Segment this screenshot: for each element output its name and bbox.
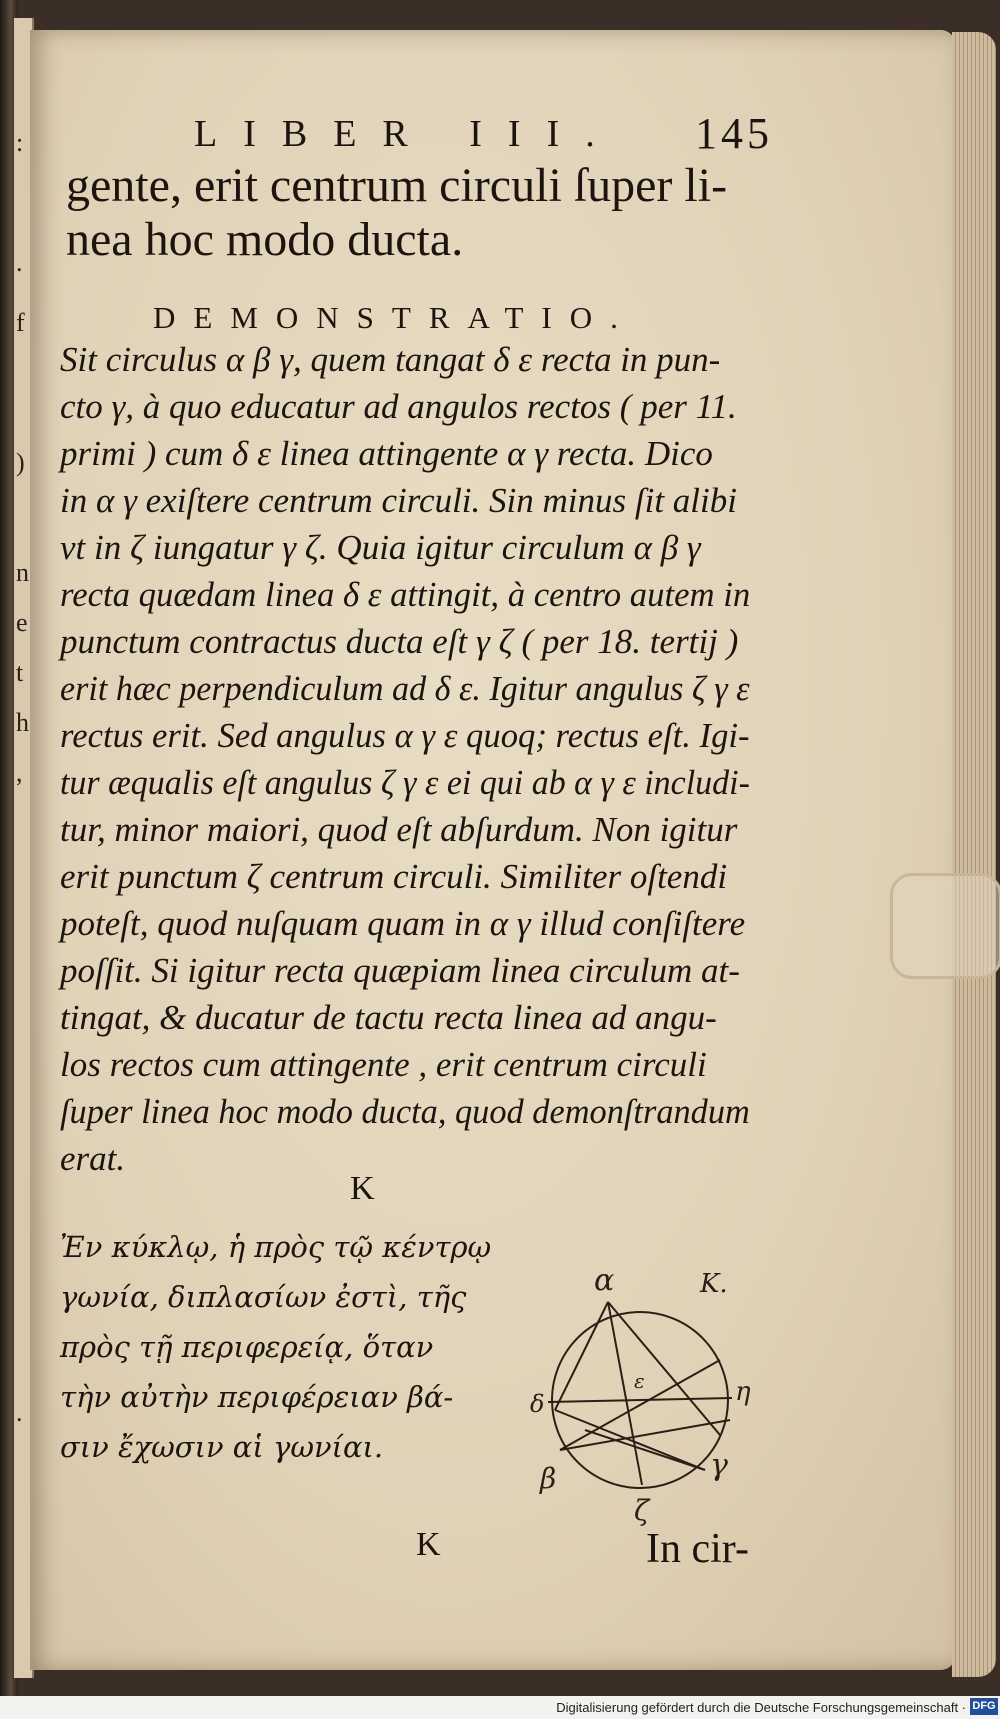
text-line: tur, minor maiori, quod eſt abſurdum. Non igitur xyxy=(60,810,738,849)
text-line: gente, erit centrum circuli ſuper li- xyxy=(66,159,728,212)
text-line: tingat, & ducatur de tactu recta linea ad angu- xyxy=(60,998,717,1037)
text-line: erit punctum ζ centrum circuli. Similiter oſtendi xyxy=(60,857,728,896)
footer-text: Digitalisierung gefördert durch die Deutsche Forschungsgemeinschaft · xyxy=(556,1700,966,1715)
text-line: poteſt, quod nuſquam quam in α γ illud conſiſtere xyxy=(60,904,746,943)
margin-mark: : xyxy=(16,128,24,157)
text-line: erat. xyxy=(60,1139,126,1178)
page-edges xyxy=(952,32,996,1677)
diagram-label: γ xyxy=(710,1448,728,1483)
diagram-label: ζ xyxy=(634,1494,650,1527)
running-title: LIBER III. xyxy=(194,113,621,155)
margin-mark: ) xyxy=(16,448,25,477)
diagram-label: β xyxy=(540,1462,557,1495)
circle-diagram xyxy=(530,1260,760,1530)
page-number: 145 xyxy=(695,109,773,158)
page-tab xyxy=(890,873,1000,979)
text-line: erit hæc perpendiculum ad δ ε. Igitur angulus ζ γ ε xyxy=(60,669,750,708)
margin-mark: n xyxy=(16,558,29,587)
greek-line: τὴν αὐτὴν περιφέρειαν βά- xyxy=(60,1380,454,1414)
text-line: vt in ζ iungatur γ ζ. Quia igitur circulum α β γ xyxy=(60,528,701,567)
footer-bar xyxy=(0,1696,1000,1719)
margin-mark: . xyxy=(16,1398,23,1427)
greek-line: πρὸς τῇ περιφερείᾳ, ὅταν xyxy=(60,1330,434,1364)
greek-line: γωνία, διπλασίων ἐστὶ, τῆς xyxy=(60,1280,467,1314)
text-line: primi ) cum δ ε linea attingente α γ recta. Dico xyxy=(60,434,713,473)
book-page xyxy=(30,30,955,1670)
text-line: Sit circulus α β γ, quem tangat δ ε recta in pun- xyxy=(60,340,721,379)
diagram-label: η xyxy=(735,1377,751,1407)
section-heading: DEMONSTRATIO. xyxy=(153,300,636,335)
dfg-logo: DFG xyxy=(970,1698,998,1715)
text-line: rectus erit. Sed angulus α γ ε quoq; rectus eſt. Igi- xyxy=(60,716,750,755)
diagram-label: ε xyxy=(634,1369,645,1393)
section-letter: K xyxy=(350,1170,375,1207)
diagram-line xyxy=(548,1398,732,1402)
margin-mark: t xyxy=(16,658,24,687)
text-line: in α γ exiſtere centrum circuli. Sin minus ſit alibi xyxy=(60,481,737,520)
greek-line: σιν ἔχωσιν αἱ γωνίαι. xyxy=(60,1430,384,1464)
margin-mark: . xyxy=(16,248,23,277)
greek-line: Ἐν κύκλῳ, ἡ πρὸς τῷ κέντρῳ xyxy=(60,1230,492,1264)
text-line: recta quædam linea δ ε attingit, à centro autem in xyxy=(60,575,751,614)
text-line: nea hoc modo ducta. xyxy=(66,213,464,266)
text-line: poſſit. Si igitur recta quæpiam linea circulum at- xyxy=(60,951,740,990)
diagram-label: δ xyxy=(530,1390,545,1418)
margin-mark: h xyxy=(16,708,29,737)
margin-mark: , xyxy=(16,758,23,787)
diagram-line xyxy=(608,1302,642,1485)
catchword: In cir- xyxy=(646,1526,749,1572)
text-line: punctum contractus ducta eſt γ ζ ( per 18. tertij ) xyxy=(60,622,739,661)
text-line: cto γ, à quo educatur ad angulos rectos ( per 11. xyxy=(60,387,737,426)
diagram-label: K. xyxy=(700,1269,728,1299)
text-line: tur æqualis eſt angulus ζ γ ε ei qui ab α γ ε includi- xyxy=(60,763,750,802)
margin-mark: e xyxy=(16,608,28,637)
section-letter: K xyxy=(416,1526,441,1563)
margin-mark: f xyxy=(16,308,25,337)
running-head xyxy=(90,108,780,158)
text-line: ſuper linea hoc modo ducta, quod demonſtrandum xyxy=(60,1092,750,1131)
text-line: los rectos cum attingente , erit centrum circuli xyxy=(60,1045,707,1084)
diagram-label: α xyxy=(594,1263,615,1298)
